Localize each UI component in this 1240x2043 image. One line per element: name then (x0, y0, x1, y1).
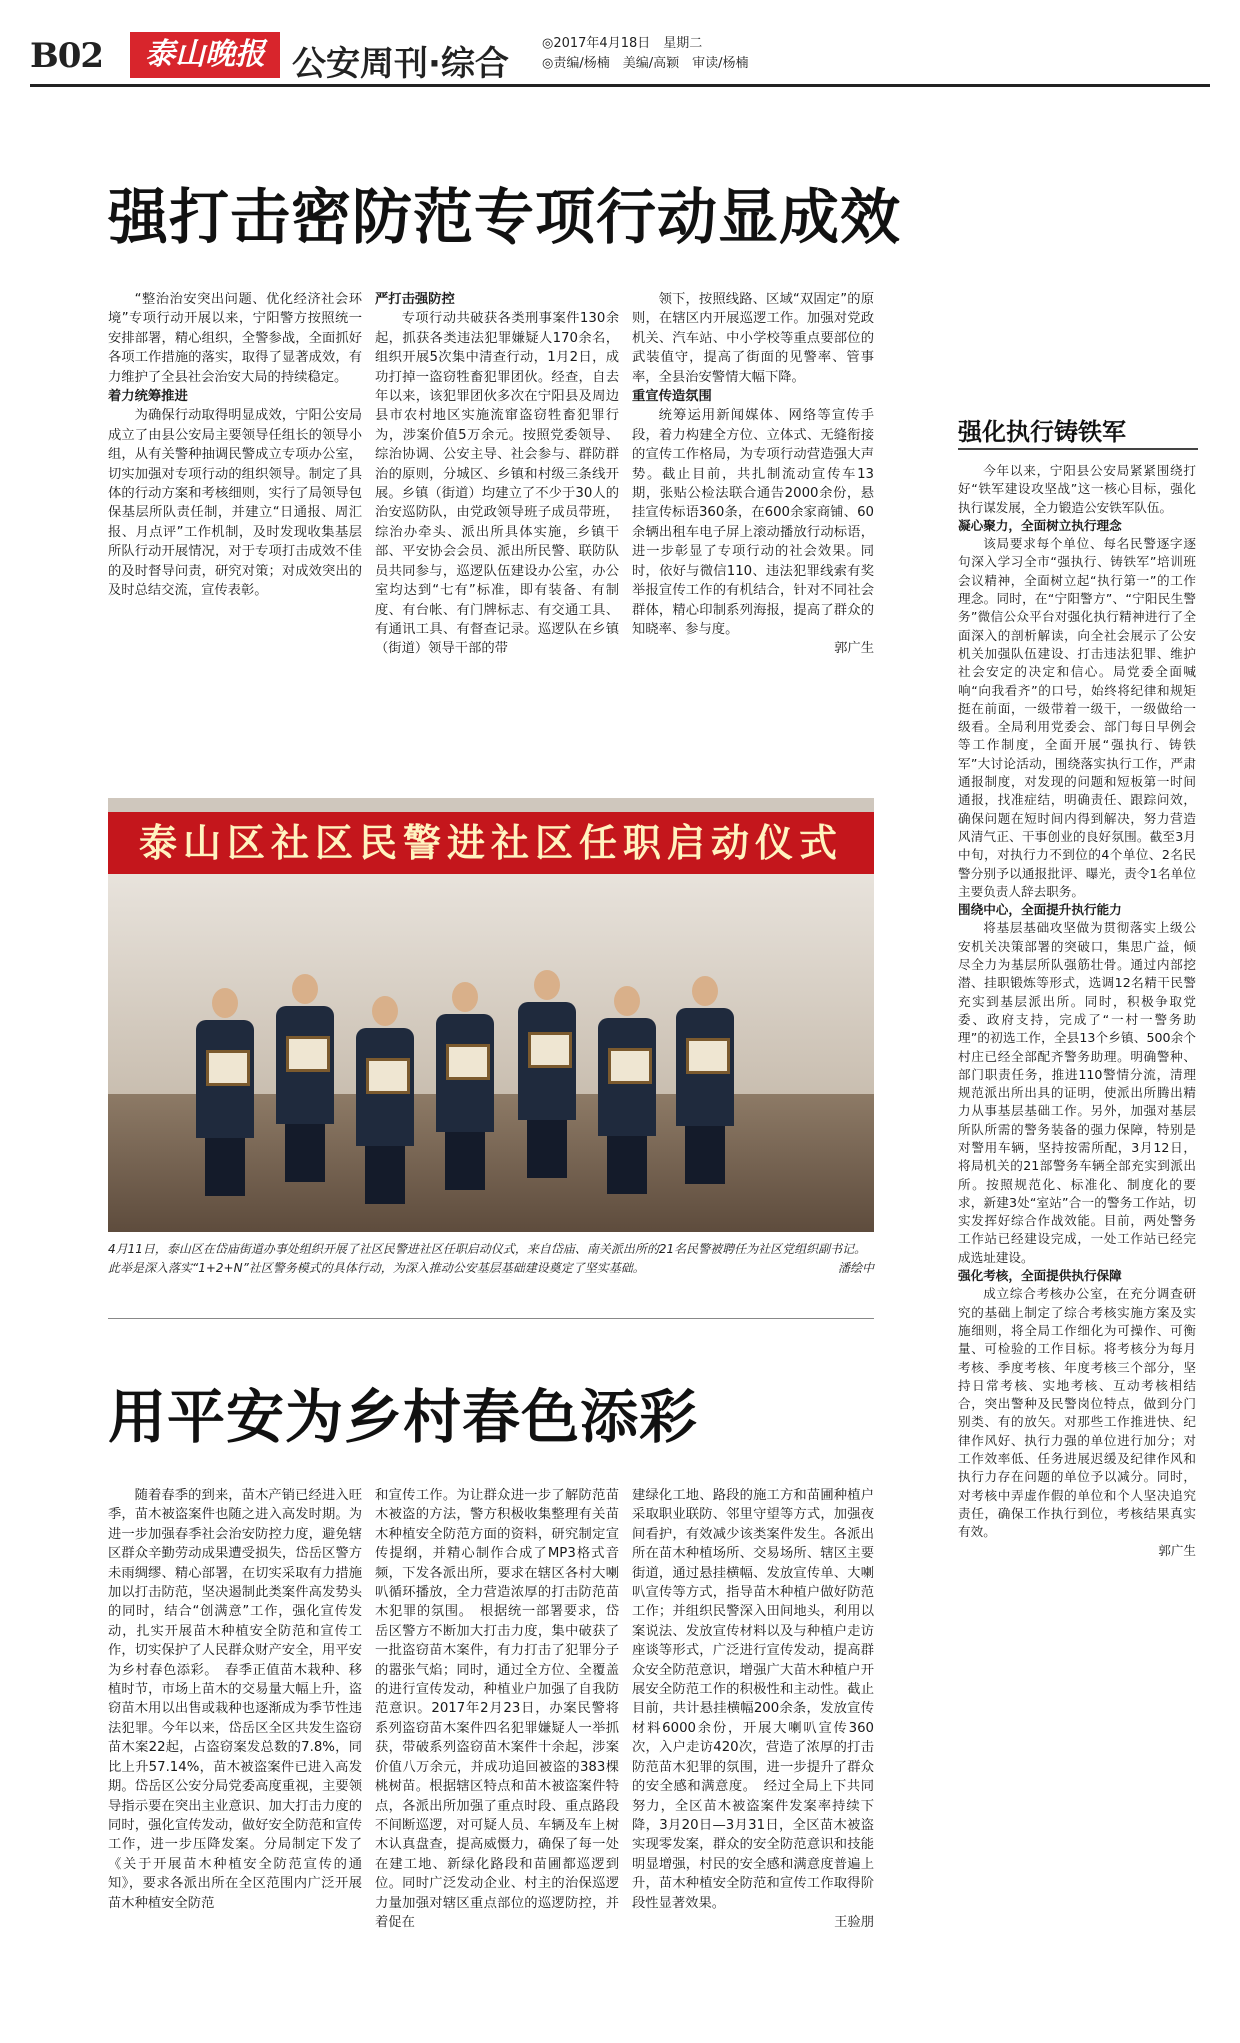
photo-caption (108, 1240, 874, 1278)
sidebar-rule (958, 448, 1198, 450)
article1-headline: 强打击密防范专项行动显成效 (108, 183, 901, 253)
photo-officer (356, 996, 414, 1204)
article1-intro: “整治治安突出问题、优化经济社会环境”专项行动开展以来，宁阳警方按照统一安排部署，精心组织，全警参战，全面抓好各项工作措施的落实，取得了显著成效，有力维护了全县社会治安大局的持续稳定。 (108, 292, 362, 385)
photo-officer (276, 974, 334, 1182)
sidebar-intro: 今年以来，宁阳县公安局紧紧围绕打好“铁军建设攻坚战”这一核心目标，强化执行谋发展，全力锻造公安铁军队伍。 (958, 463, 1196, 515)
photo-officer (676, 976, 734, 1184)
photo-officer (436, 982, 494, 1190)
article1-column-1 (108, 290, 362, 601)
caption-rule (108, 1318, 874, 1319)
article2-column-2 (375, 1486, 619, 1932)
sidebar-paragraph-3: 成立综合考核办公室，在充分调查研究的基础上制定了综合考核实施方案及实施细则，将全局工作细化为可操作、可衡量、可检验的工作目标。将考核分为每月考核、季度考核、年度考核三个部分，坚持日常考核、实地考核、互动考核相结合，突出警种及民警岗位特点，做到分门别类、有的放矢。对那些工作推进快、纪律作风好、执行力强的单位进行加分；对工作效率低、任务进展迟缓及纪律作风和执行力存在问题的单位予以减分。同时，对考核中弄虚作假的单位和个人坚决追究责任，确保工作执行到位，考核结果真实有效。 (958, 1286, 1196, 1540)
article2-paragraph-2: 和宣传工作。为让群众进一步了解防范苗木被盗的方法，警方积极收集整理有关苗木种植安全防范方面的资料，研究制定宣传提纲，并精心制作合成了MP3格式音频，下发各派出所，要求在辖区各村大喇叭循环播放，全力营造浓厚的打击防范苗木犯罪的氛围。 根据统一部署要求，岱岳区警方不断加大打击力度，集中破获了一批盗窃苗木案件，有力打击了犯罪分子的嚣张气焰；同时，通过全方位、全覆盖的进行宣传发动，种植业户加强了自我防范意识。2017年2月23日，办案民警将系列盗窃苗木案件四名犯罪嫌疑人一举抓获，带破系列盗窃苗木案件十余起，涉案价值八万余元，并成功追回被盗的383棵桃树苗。根据辖区特点和苗木被盗案件特点，各派出所加强了重点时段、重点路段不间断巡逻，对可疑人员、车辆及车上树木认真盘查，提高威慑力，确保了每一处在建工地、新绿化路段和苗圃都巡逻到位。同时广泛发动企业、村主的治保巡逻力量加强对辖区重点部位的巡逻防控，并着促在 (375, 1488, 619, 1930)
photo-caption-text: 4月11日，泰山区在岱庙街道办事处组织开展了社区民警进社区任职启动仪式，来自岱庙、南关派出所的21名民警被聘任为社区党组织副书记。此举是深入落实“1+2+N”社区警务模式的具体行动，为深入推动公安基层基础建设奠定了坚实基础。 (108, 1242, 867, 1275)
article1-subhead-3: 重宣传造氛围 (632, 389, 712, 405)
article2-paragraph-1: 随着春季的到来，苗木产销已经进入旺季，苗木被盗案件也随之进入高发时期。为进一步加强春季社会治安防控力度，避免辖区群众辛勤劳动成果遭受损失，岱岳区警方未雨绸缪、精心部署，在切实采取有力措施加以打击防范，坚决遏制此类案件高发势头的同时，结合“创满意”工作，强化宣传发动，扎实开展苗木种植安全防范和宣传工作，切实保护了人民群众财产安全，用平安为乡村春色添彩。 春季正值苗木栽种、移植时节，市场上苗木的交易量大幅上升，盗窃苗木用以出售或栽种也逐渐成为季节性违法犯罪。今年以来，岱岳区全区共发生盗窃苗木案22起，占盗窃案发总数的7.8%，同比上升57.14%，苗木被盗案件已进入高发期。岱岳区公安分局党委高度重视，主要领导指示要在突出主业意识、加大打击力度的同时，强化宣传发动，做好安全防范和宣传工作，进一步压降发案。分局制定下发了《关于开展苗木种植安全防范宣传的通知》，要求各派出所在全区范围内广泛开展苗木种植安全防范 (108, 1488, 362, 1911)
sidebar-subhead-2: 围绕中心，全面提升执行能力 (958, 902, 1122, 918)
photo-officer (518, 970, 576, 1178)
article2-headline: 用平安为乡村春色添彩 (108, 1383, 699, 1451)
photo-officer (598, 986, 656, 1194)
issue-date: ◎2017年4月18日 星期二 (542, 36, 703, 51)
article1-paragraph-1: 为确保行动取得明显成效，宁阳公安局成立了由县公安局主要领导任组长的领导小组，从有关警种抽调民警成立专项办公室，切实加强对专项行动的组织领导。制定了具体的行动方案和考核细则，实行了局领导包保基层所队责任制，并建立“日通报、周汇报、月点评”工作机制，及时发现收集基层所队行动开展情况，对于专项打击成效不佳的及时督导问责，研究对策；对成效突出的及时总结交流，宣传表彰。 (108, 408, 362, 599)
article1-paragraph-4: 统筹运用新闻媒体、网络等宣传手段，着力构建全方位、立体式、无缝衔接的宣传工作格局，为专项行动营造强大声势。截止目前，共扎制流动宣传车13期，张贴公检法联合通告2000余份，悬挂宣传标语360条，在600余家商铺、60余辆出租车电子屏上滚动播放行动标语，进一步彰显了专项行动的社会效果。同时，依好与微信110、违法犯罪线索有奖举报宣传工作的有机结合，针对不同社会群体，精心印制系列海报，提高了群众的知晓率、参与度。 (632, 408, 874, 637)
article1-author: 郭广生 (834, 641, 874, 657)
article2-paragraph-3: 建绿化工地、路段的施工方和苗圃种植户采取职业联防、邻里守望等方式，加强夜间看护，有效减少该类案件发生。各派出所在苗木种植场所、交易场所、辖区主要街道，通过悬挂横幅、发放宣传单、大喇叭宣传等方式，指导苗木种植户做好防范工作；并组织民警深入田间地头，利用以案说法、发放宣传材料以及与种植户走访座谈等形式，广泛进行宣传发动，提高群众安全防范意识，增强广大苗木种植户开展安全防范工作的积极性和主动性。截止目前，共计悬挂横幅200余条，发放宣传材料6000余份，开展大喇叭宣传360次，入户走访420次，营造了浓厚的打击防范苗木犯罪的氛围，进一步提升了群众的安全感和满意度。 经过全局上下共同努力，全区苗木被盗案件发案率持续下降，3月20日—3月31日，全区苗木被盗实现零发案，群众的安全防范意识和技能明显增强，村民的安全感和满意度普遍上升，苗木种植安全防范和宣传工作取得阶段性显著效果。 (632, 1488, 874, 1911)
article1-subhead-2: 严打击强防控 (375, 292, 455, 307)
article2-column-3 (632, 1486, 874, 1932)
editor-credits: ◎责编/杨楠 美编/高颖 审读/杨楠 (542, 56, 749, 71)
page-number: B02 (30, 36, 104, 76)
article1-column-3 (632, 290, 874, 659)
article1-column-2 (375, 290, 619, 659)
sidebar-author: 郭广生 (1158, 1542, 1196, 1558)
article2-column-1 (108, 1486, 362, 1913)
newspaper-logo: 泰山晚报 (130, 32, 280, 78)
article1-paragraph-3: 领下，按照线路、区域“双固定”的原则，在辖区内开展巡逻工作。加强对党政机关、汽车站、中小学校等重点要部位的武装值守，提高了街面的见警率、管事率，全县治安警情大幅下降。 (632, 292, 874, 385)
page-header (30, 28, 1210, 84)
photo-officer (196, 988, 254, 1196)
sidebar-body (958, 462, 1196, 1560)
photo-credit: 潘绘中 (837, 1261, 874, 1275)
sidebar-paragraph-2: 将基层基础攻坚做为贯彻落实上级公安机关决策部署的突破口，集思广益，倾尽全力为基层所队强筋壮骨。通过内部挖潜、挂职锻炼等形式，选调12名精干民警充实到基层派出所。同时，积极争取党委、政府支持，完成了“一村一警务助理”的初选工作，全县13个乡镇、500余个村庄已经全部配齐警务助理。明确警种、部门职责任务，推进110警情分流，清理规范派出所出具的证明，使派出所腾出精力从事基层基础工作。另外，加强对基层所队所需的警务装备的强力保障，特别是对警用车辆，坚持按需所配，3月12日，将局机关的21部警务车辆全部充实到派出所。按照规范化、标准化、制度化的要求，新建3处“室站”合一的警务工作站，切实发挥好综合作战效能。目前，两处警务工作站已经建设完成，一处工作站已经完成选址建设。 (958, 920, 1196, 1265)
article1-paragraph-2: 专项行动共破获各类刑事案件130余起，抓获各类违法犯罪嫌疑人170余名，组织开展5次集中清查行动，1月2日，成功打掉一盗窃牲畜犯罪团伙。经查，自去年以来，该犯罪团伙多次在宁阳县及周边县市农村地区实施流窜盗窃牲畜犯罪行为，涉案价值5万余元。按照党委领导、综治协调、公安主导、社会参与、群防群治的原则，分城区、乡镇和村级三条线开展。乡镇（街道）均建立了不少于30人的治安巡防队，由党政领导班子成员带班，综治办牵头、派出所具体实施，乡镇干部、平安协会会员、派出所民警、联防队员共同参与，巡逻队伍建设办公室，办公室均达到“七有”标准，即有装备、有制度、有台帐、有门牌标志、有交通工具、有通讯工具、有督查记录。巡逻队在乡镇（街道）领导干部的带 (375, 311, 619, 657)
news-photo (108, 798, 874, 1232)
sidebar-headline: 强化执行铸铁军 (958, 418, 1126, 446)
sidebar-subhead-3: 强化考核，全面提供执行保障 (958, 1268, 1122, 1284)
sidebar-paragraph-1: 该局要求每个单位、每名民警逐字逐句深入学习全市“强执行、铸铁军”培训班会议精神，全面树立起“执行第一”的工作理念。同时，在“宁阳警方”、“宁阳民生警务”微信公众平台对强化执行精神进行了全面深入的剖析解读，向全社会展示了公安机关加强队伍建设、打击违法犯罪、维护社会安定的决定和信心。局党委全面喊响“向我看齐”的口号，始终将纪律和规矩挺在前面，一级带着一级干，一级做给一级看。全局利用党委会、部门每日早例会等工作制度，全面开展“强执行、铸铁军”大讨论活动，围绕落实执行工作，严肃通报制度，对发现的问题和短板第一时间通报，找准症结，明确责任、跟踪问效，确保问题在短时间内得到解决，努力营造风清气正、干事创业的良好氛围。截至3月中旬，对执行力不到位的4个单位、2名民警分别予以通报批评、曝光，责令1名单位主要负责人辞去职务。 (958, 536, 1196, 899)
article1-subhead-1: 着力统筹推进 (108, 389, 188, 405)
section-title: 公安周刊·综合 (292, 44, 509, 84)
article2-author: 王验朋 (834, 1914, 874, 1930)
photo-banner: 泰山区社区民警进社区任职启动仪式 (108, 812, 874, 874)
header-rule (30, 84, 1210, 87)
sidebar-subhead-1: 凝心聚力，全面树立执行理念 (958, 517, 1122, 533)
header-meta (542, 34, 748, 74)
